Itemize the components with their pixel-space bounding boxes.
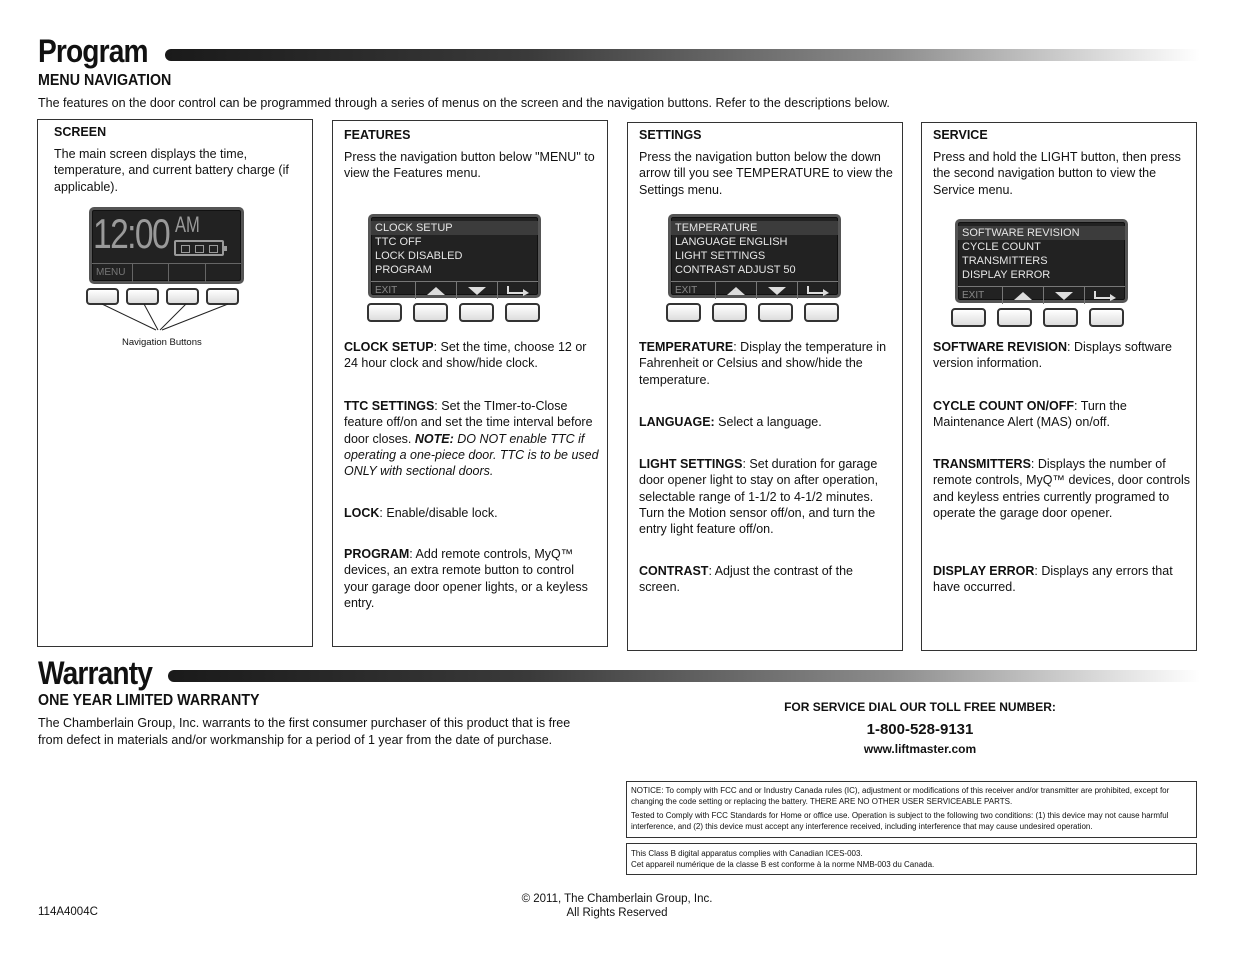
down-arrow-icon [1044, 287, 1085, 304]
screen-heading: SCREEN [54, 125, 107, 139]
display-error-desc: DISPLAY ERROR: Displays any errors that have occurred. [933, 564, 1173, 595]
lcd-line: CLOCK SETUP [371, 221, 538, 235]
up-arrow-icon [1003, 287, 1044, 304]
clock-ampm: AM [175, 212, 200, 237]
contrast-desc: CONTRAST: Adjust the contrast of the screen. [639, 564, 853, 595]
lcd-line: PROGRAM [375, 264, 432, 276]
fcc-notice-1: NOTICE: To comply with FCC and or Industry Canada rules (IC), adjustment or modifications of this receiver and/or transmitter are prohibited, except for changing the code setting or replacing the battery. THERE ARE NO OTHER USER SERVICEABLE PARTS. [631, 786, 1170, 806]
down-arrow-icon [457, 282, 498, 299]
website-link[interactable]: www.liftmaster.com [863, 742, 977, 756]
service-box [921, 122, 1197, 651]
intro-text: The features on the door control can be programmed through a series of menus on the screen and the navigation buttons. Refer to the descriptions below. [38, 96, 890, 110]
service-display [955, 219, 1128, 303]
light-settings-desc: LIGHT SETTINGS: Set duration for garage door opener light to stay on after operation, selectable range of 1-1/2 to 4-1/2 minutes. Turn the Motion sensor off/on, and turn the entry light feature off/on. [639, 457, 879, 537]
lcd-line: CYCLE COUNT [962, 241, 1041, 253]
down-arrow-icon [757, 282, 798, 299]
cycle-count-desc: CYCLE COUNT ON/OFF: Turn the Maintenance Alert (MAS) on/off. [933, 399, 1127, 430]
battery-icon [174, 240, 224, 256]
nav-button-4[interactable] [804, 303, 839, 322]
service-heading: SERVICE [933, 128, 988, 142]
exit-label: EXIT [671, 282, 716, 299]
up-arrow-icon [716, 282, 757, 299]
nav-button-4[interactable] [505, 303, 540, 322]
features-nav-buttons [367, 303, 540, 322]
nav-button-1[interactable] [951, 308, 986, 327]
canada-notice-2: Cet appareil numérique de la classe B est conforme à la norme NMB-003 du Canada. [631, 860, 935, 869]
nav-button-4[interactable] [1089, 308, 1124, 327]
main-screen-display [89, 207, 244, 284]
settings-nav-buttons [666, 303, 839, 322]
nav-button-3[interactable] [1043, 308, 1078, 327]
canada-notice-box [626, 843, 1197, 875]
features-box [332, 120, 608, 647]
enter-arrow-icon [1085, 287, 1125, 304]
program-desc: PROGRAM: Add remote controls, MyQ™ devices, an extra remote button to control your garage door opener lights, or a keyless entry. [344, 547, 588, 610]
service-dial-label: FOR SERVICE DIAL OUR TOLL FREE NUMBER: [784, 700, 1056, 714]
settings-heading: SETTINGS [639, 128, 702, 142]
lcd-line: TTC OFF [375, 236, 422, 248]
features-text: Press the navigation button below "MENU" to view the Features menu. [344, 150, 595, 181]
ttc-settings-desc: TTC SETTINGS: Set the TImer-to-Close feature off/on and set the time interval before door closes. NOTE: DO NOT enable TTC if operating a one-piece door. TTC is to be used ONLY with sectional doors. [344, 399, 599, 479]
copyright [467, 892, 767, 920]
screen-box [37, 119, 313, 647]
settings-text: Press the navigation button below the down arrow till you see TEMPERATURE to view the Settings menu. [639, 150, 893, 197]
title-bar [168, 670, 1200, 682]
features-display [368, 214, 541, 298]
nav-button-2[interactable] [712, 303, 747, 322]
program-title: Program [38, 33, 148, 69]
lcd-footer [671, 281, 838, 299]
settings-display [668, 214, 841, 298]
fcc-notice-2: Tested to Comply with FCC Standards for Home or office use. Operation is subject to the following two conditions: (1) this device may not cause harmful interference, and (2) this device must accept any interference received, including interference that may cause undesired operation. [631, 811, 1169, 831]
service-text: Press and hold the LIGHT button, then press the second navigation button to view the Service menu. [933, 150, 1181, 197]
temperature-desc: TEMPERATURE: Display the temperature in Fahrenheit or Celsius and show/hide the temperature. [639, 340, 887, 387]
warranty-text: The Chamberlain Group, Inc. warrants to the first consumer purchaser of this product that is free from defect in materials and/or workmanship for a period of 1 year from the date of purchase. [38, 716, 571, 747]
callout-lines [88, 303, 258, 333]
lcd-footer [371, 281, 538, 299]
nav-button-2[interactable] [413, 303, 448, 322]
lock-desc: LOCK: Enable/disable lock. [344, 506, 498, 520]
lcd-line: TRANSMITTERS [962, 255, 1048, 267]
main-screen-footer [92, 263, 241, 282]
lcd-footer [958, 286, 1125, 304]
lcd-line: LIGHT SETTINGS [675, 250, 766, 262]
warranty-subtitle: ONE YEAR LIMITED WARRANTY [38, 692, 260, 709]
service-nav-buttons [951, 308, 1124, 327]
nav-button-3[interactable] [459, 303, 494, 322]
exit-label: EXIT [371, 282, 416, 299]
lcd-line: CONTRAST ADJUST 50 [675, 264, 796, 276]
settings-box [627, 122, 903, 651]
transmitters-desc: TRANSMITTERS: Displays the number of remote controls, MyQ™ devices, door controls and keyless entries currently programed to operate the garage door opener. [933, 457, 1191, 520]
nav-button-1[interactable] [666, 303, 701, 322]
lcd-line: LANGUAGE ENGLISH [675, 236, 788, 248]
clock-time: 12:00 [93, 210, 170, 257]
fcc-notice-box [626, 781, 1197, 838]
canada-notice-1: This Class B digital apparatus complies with Canadian ICES-003. [631, 849, 863, 858]
lcd-line: DISPLAY ERROR [962, 269, 1051, 281]
lcd-line: SOFTWARE REVISION [958, 226, 1125, 240]
title-bar [165, 49, 1200, 61]
rights-line: All Rights Reserved [566, 907, 668, 919]
copyright-line: © 2011, The Chamberlain Group, Inc. [521, 893, 713, 905]
features-heading: FEATURES [344, 128, 411, 142]
screen-text: The main screen displays the time, temperature, and current battery charge (if applicable). [54, 147, 289, 194]
nav-buttons-caption: Navigation Buttons [122, 337, 202, 348]
lcd-line: TEMPERATURE [671, 221, 838, 235]
nav-button-2[interactable] [997, 308, 1032, 327]
nav-button-3[interactable] [758, 303, 793, 322]
enter-arrow-icon [498, 282, 538, 299]
enter-arrow-icon [798, 282, 838, 299]
software-revision-desc: SOFTWARE REVISION: Displays software version information. [933, 340, 1172, 371]
part-number: 114A4004C [38, 906, 98, 918]
lcd-line: LOCK DISABLED [375, 250, 463, 262]
language-desc: LANGUAGE: Select a language. [639, 415, 822, 429]
menu-label: MENU [92, 264, 133, 282]
nav-button-1[interactable] [367, 303, 402, 322]
clock-setup-desc: CLOCK SETUP: Set the time, choose 12 or 24 hour clock and show/hide clock. [344, 340, 587, 371]
warranty-title: Warranty [38, 655, 152, 691]
menu-navigation-heading: MENU NAVIGATION [38, 72, 172, 89]
exit-label: EXIT [958, 287, 1003, 304]
up-arrow-icon [416, 282, 457, 299]
toll-free-phone: 1-800-528-9131 [866, 721, 974, 738]
